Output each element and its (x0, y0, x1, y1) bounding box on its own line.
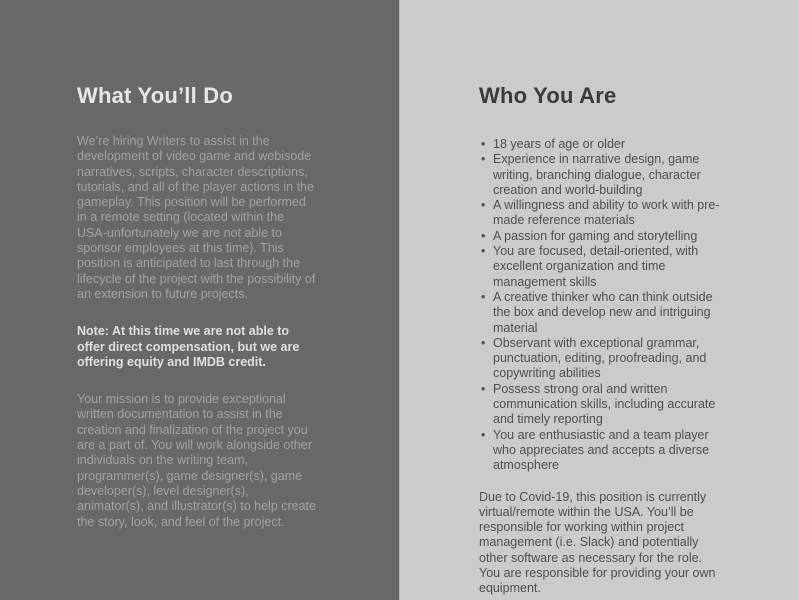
right-panel-body (479, 137, 720, 597)
list-item: • Observant with exceptional grammar, punctuation, editing, proofreading, and copywriting abilities (479, 336, 720, 382)
list-item: • A creative thinker who can think outside the box and develop new and intriguing material (479, 290, 720, 336)
note-paragraph: Note: At this time we are not able to offer direct compensation, but we are offering equity and IMDB credit. (77, 324, 300, 369)
left-panel-body (77, 134, 317, 530)
list-item: • 18 years of age or older (479, 137, 720, 152)
who-you-are-panel (399, 0, 799, 600)
what-youll-do-panel (0, 0, 399, 600)
list-item: • A passion for gaming and storytelling (479, 229, 720, 244)
requirements-list (479, 137, 720, 474)
mission-paragraph: Your mission is to provide exceptional written documentation to assist in the creation and finalization of the project you are a part of. You will work alongside other individuals on the writing team, programmer(s), game designer(s), game developer(s), level designer(s), animator(s), and illustrator(s) to help create the story, look, and feel of the project. (77, 392, 316, 529)
left-panel-heading: What You’ll Do (77, 83, 233, 108)
closing-paragraph: Due to Covid-19, this position is currently virtual/remote within the USA. You’ll be responsible for working within project management (i.e. Slack) and potentially other software as necessary for the role. You are responsible for providing your own equipment. (479, 489, 716, 596)
list-item: • Possess strong oral and written communication skills, including accurate and timely reporting (479, 382, 720, 428)
list-item: • A willingness and ability to work with pre-made reference materials (479, 198, 720, 229)
right-panel-heading: Who You Are (479, 83, 617, 108)
list-item: • You are enthusiastic and a team player who appreciates and accepts a diverse atmosphere (479, 428, 720, 474)
list-item: • Experience in narrative design, game writing, branching dialogue, character creation and world-building (479, 152, 720, 198)
list-item: • You are focused, detail-oriented, with excellent organization and time management skills (479, 244, 720, 290)
intro-paragraph: We’re hiring Writers to assist in the development of video game and webisode narratives, scripts, character descriptions, tutorials, and all of the player actions in the gameplay. This position will be performed in a remote setting (located within the USA-unfortunately we are not able to sponsor employees at this time). This position is anticipated to last through the lifecycle of the project with the possibility of an extension to future projects. (77, 134, 316, 301)
